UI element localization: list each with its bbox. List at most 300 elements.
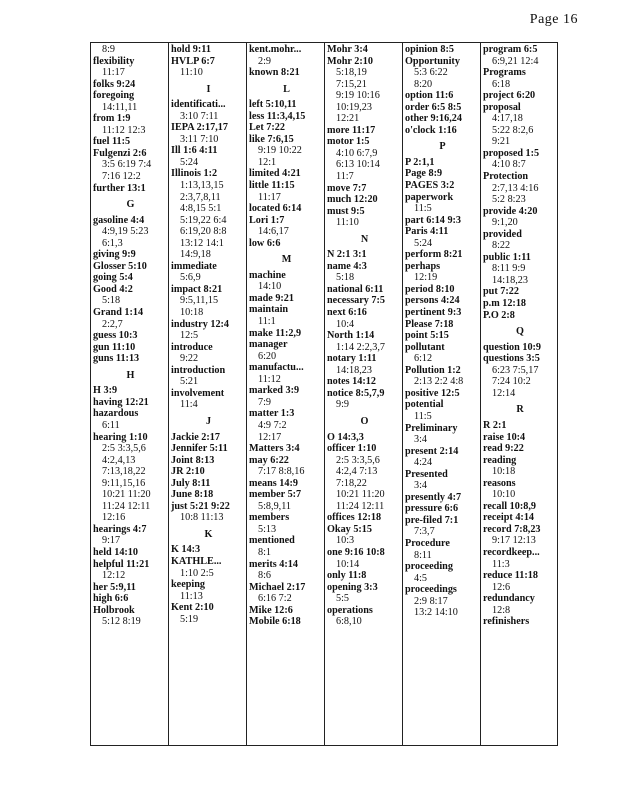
index-term: less 11:3,4,15 (249, 110, 306, 122)
index-term: notary 1:11 (327, 353, 377, 365)
index-term: located 6:14 (249, 203, 302, 215)
index-entry (483, 616, 557, 628)
index-term: perform 8:21 (405, 249, 463, 261)
page-line-refs: 10:21 11:20 (102, 489, 151, 501)
index-term: K 14:3 (171, 544, 201, 556)
index-entry (405, 90, 480, 102)
index-term: proceeding (405, 561, 453, 573)
index-entry (327, 56, 402, 125)
index-term: June 8:18 (171, 489, 214, 501)
page-line-refs: 9:19 10:16 (336, 90, 380, 102)
index-term: Mike 12:6 (249, 604, 293, 616)
index-term: Grand 1:14 (93, 307, 144, 319)
index-entry (171, 319, 246, 342)
page-line-refs: 6:23 7:5,17 (492, 364, 539, 376)
section-letter: P (439, 141, 446, 153)
index-term: keeping (171, 579, 205, 591)
index-term: P.O 2:8 (483, 309, 515, 321)
index-entry (483, 44, 557, 67)
page-line-refs: 6:20 (258, 350, 277, 362)
index-entry (249, 203, 324, 215)
index-term: little 11:15 (249, 180, 295, 192)
index-term: impact 8:21 (171, 283, 223, 295)
index-term: left 5:10,11 (249, 99, 297, 111)
index-term: proposed 1:5 (483, 147, 540, 159)
index-entry (171, 489, 246, 501)
section-letter: J (205, 415, 212, 427)
index-entry (171, 544, 246, 556)
index-entry (483, 252, 557, 287)
index-column (168, 43, 246, 745)
index-term: questions 3:5 (483, 353, 540, 365)
index-entry (171, 478, 246, 490)
index-term: involvement (171, 387, 225, 399)
index-entry (93, 408, 168, 431)
index-entry (93, 582, 168, 594)
page-line-refs: 11:10 (180, 67, 203, 79)
index-entry (93, 397, 168, 409)
page-line-refs: 14:9,18 (180, 249, 211, 261)
index-entry (249, 122, 324, 134)
section-letter: L (283, 83, 290, 95)
index-entry (405, 192, 480, 215)
page-line-refs: 8:20 (414, 78, 433, 90)
index-term: period 8:10 (405, 283, 455, 295)
page-line-refs: 5:24 (180, 156, 199, 168)
page-line-refs: 4:10 6:7,9 (336, 147, 378, 159)
index-entry (171, 99, 246, 122)
index-entry (249, 443, 324, 455)
index-entry (483, 478, 557, 501)
index-term: reduce 11:18 (483, 570, 538, 582)
page-line-refs: 3:10 7:11 (180, 110, 219, 122)
index-term: manufactu... (249, 362, 304, 374)
index-entry (405, 249, 480, 261)
index-column (402, 43, 480, 745)
index-term: refinishers (483, 616, 530, 628)
page-line-refs: 12:14 (492, 387, 516, 399)
page-line-refs: 4:24 (414, 457, 433, 469)
page-line-refs: 2:5 3:3,5,6 (336, 454, 380, 466)
index-entry (405, 365, 480, 388)
index-term: opinion 8:5 (405, 44, 454, 55)
index-entry (93, 593, 168, 605)
index-entry (171, 284, 246, 319)
index-entry (405, 423, 480, 446)
index-entry (483, 570, 557, 593)
index-entry (405, 215, 480, 227)
index-entry (171, 44, 246, 56)
page-line-refs: 5:18,19 (336, 67, 367, 79)
index-entry (327, 295, 402, 307)
index-term: Protection (483, 171, 529, 183)
index-entry (483, 455, 557, 478)
page-line-refs: 12:8 (492, 604, 511, 616)
index-entry (171, 501, 246, 524)
index-entry (93, 148, 168, 183)
index-entry (93, 284, 168, 307)
page-line-refs: 11:5 (414, 410, 432, 422)
index-term: Holbrook (93, 604, 135, 616)
index-entry (249, 616, 324, 628)
page-line-refs: 12:6 (492, 581, 511, 593)
index-term: option 11:6 (405, 90, 454, 102)
page-line-refs: 8:6 (258, 570, 272, 582)
page-line-refs: 5:3 6:22 (414, 67, 448, 79)
index-entry (249, 605, 324, 617)
index-entry (171, 466, 246, 478)
index-entry (327, 307, 402, 330)
page-line-refs: 6:13 10:14 (336, 159, 380, 171)
index-column (246, 43, 324, 745)
index-entry (93, 272, 168, 284)
index-entry (249, 408, 324, 443)
page-line-refs: 10:18 (492, 466, 516, 478)
index-term: pressure 6:6 (405, 503, 459, 515)
page-line-refs: 4:17,18 (492, 113, 523, 125)
index-entry (93, 183, 168, 195)
page-line-refs: 12:12 (102, 570, 126, 582)
index-entry (483, 512, 557, 524)
page-line-refs: 5:22 8:2,6 (492, 124, 534, 136)
index-entry (327, 547, 402, 570)
section-letter: H (126, 369, 135, 381)
index-term: O 14:3,3 (327, 431, 364, 443)
index-term: Matters 3:4 (249, 443, 300, 455)
index-entry (483, 310, 557, 322)
index-term: introduce (171, 341, 213, 353)
page-line-refs: 10:19,23 (336, 101, 372, 113)
index-entry (483, 206, 557, 229)
index-entry (405, 342, 480, 365)
index-entry (327, 524, 402, 547)
page-line-refs: 9:1,20 (492, 217, 518, 229)
index-term: industry 12:4 (171, 318, 230, 330)
index-term: Opportunity (405, 55, 460, 67)
page-line-refs: 7:17 8:8,16 (258, 466, 305, 478)
index-entry (327, 136, 402, 182)
index-entry (327, 512, 402, 524)
index-term: officer 1:10 (327, 443, 377, 455)
index-term: point 5:15 (405, 330, 449, 342)
index-entry (93, 307, 168, 330)
index-entry (483, 501, 557, 513)
index-term: further 13:1 (93, 182, 146, 194)
index-entry (327, 261, 402, 284)
index-term: Kent 2:10 (171, 602, 214, 614)
page-line-refs: 1:13,13,15 (180, 180, 224, 192)
page-line-refs: 11:12 12:3 (102, 124, 146, 136)
page-line-refs: 4:5 (414, 572, 428, 584)
index-entry (249, 339, 324, 362)
index-term: potential (405, 399, 444, 411)
index-entry (93, 342, 168, 354)
page-line-refs: 10:8 11:13 (180, 512, 224, 524)
page-line-refs: 11:4 (180, 399, 198, 411)
index-entry (249, 168, 324, 180)
page-line-refs: 14:10 (258, 281, 282, 293)
index-term: identificati... (171, 99, 226, 111)
index-entry (93, 524, 168, 547)
index-term: positive 12:5 (405, 387, 460, 399)
index-term: mentioned (249, 535, 295, 547)
index-entry (405, 44, 480, 56)
index-entry (327, 432, 402, 444)
index-term: Programs (483, 67, 526, 79)
index-entry (93, 261, 168, 273)
page-line-refs: 5:19 (180, 613, 199, 625)
index-term: her 5:9,11 (93, 581, 136, 593)
page-line-refs: 2:7,13 4:16 (492, 182, 539, 194)
index-entry (327, 570, 402, 582)
index-term: necessary 7:5 (327, 295, 385, 307)
index-entry (405, 113, 480, 125)
page-line-refs: 12:1 (258, 156, 277, 168)
index-term: maintain (249, 304, 289, 316)
page-line-refs: 7:9 (258, 396, 272, 408)
index-term: paperwork (405, 191, 454, 203)
page-line-refs: 14:6,17 (258, 226, 289, 238)
index-entry (171, 122, 246, 145)
index-term: Glosser 5:10 (93, 260, 147, 272)
index-term: matter 1:3 (249, 408, 295, 420)
index-entry (483, 353, 557, 399)
index-term: program 6:5 (483, 44, 538, 55)
index-term: proceedings (405, 584, 457, 596)
index-entry (405, 561, 480, 584)
index-entry (483, 286, 557, 298)
index-term: o'clock 1:16 (405, 124, 457, 136)
index-entry (249, 385, 324, 408)
index-entry (93, 559, 168, 582)
page-line-refs: 11:17 (258, 191, 281, 203)
index-term: part 6:14 9:3 (405, 214, 462, 226)
index-term: opening 3:3 (327, 581, 378, 593)
index-term: hearings 4:7 (93, 523, 147, 535)
page-line-refs: 6:11 (102, 419, 120, 431)
index-entry (327, 388, 402, 411)
page-line-refs: 11:24 12:11 (336, 500, 385, 512)
page-line-refs: 11:5 (414, 203, 432, 215)
page-line-refs: 8:11 9:9 (492, 263, 526, 275)
index-term: notice 8:5,7,9 (327, 387, 385, 399)
index-term: member 5:7 (249, 489, 302, 501)
index-entry (249, 489, 324, 512)
index-term: raise 10:4 (483, 431, 526, 443)
index-entry (171, 145, 246, 168)
index-term: manager (249, 339, 288, 351)
index-entry (93, 330, 168, 342)
index-term: presently 4:7 (405, 491, 462, 503)
index-term: Mohr 3:4 (327, 44, 368, 55)
index-entry (249, 238, 324, 250)
index-term: operations (327, 604, 373, 616)
page-line-refs: 3:11 7:10 (180, 133, 219, 145)
index-term: kent.mohr... (249, 44, 302, 55)
page-line-refs: 4:2,4 7:13 (336, 466, 378, 478)
page-line-refs: 6:16 7:2 (258, 593, 292, 605)
page-line-refs: 4:9 7:2 (258, 419, 287, 431)
index-entry (405, 157, 480, 169)
index-entry (483, 593, 557, 616)
page-line-refs: 4:8,15 5:1 (180, 203, 222, 215)
index-term: Illinois 1:2 (171, 168, 218, 180)
page-line-refs: 5:19,22 6:4 (180, 214, 227, 226)
page-line-refs: 10:4 (336, 318, 355, 330)
index-entry (405, 330, 480, 342)
index-entry (483, 342, 557, 354)
index-term: Presented (405, 468, 448, 480)
index-term: offices 12:18 (327, 512, 382, 524)
index-term: Mobile 6:18 (249, 616, 301, 628)
page-line-refs: 12:21 (336, 113, 360, 125)
index-entry (405, 538, 480, 561)
page-line-refs: 6:1,3 (102, 237, 123, 249)
index-term: provided (483, 228, 522, 240)
index-term: giving 9:9 (93, 249, 136, 261)
page-line-refs: 12:16 (102, 512, 126, 524)
index-entry (171, 261, 246, 284)
index-term: marked 3:9 (249, 385, 300, 397)
index-term: H 3:9 (93, 385, 118, 397)
index-term: low 6:6 (249, 237, 281, 249)
page-line-refs: 7:24 10:2 (492, 376, 531, 388)
index-term: Fulgenzi 2:6 (93, 147, 147, 159)
index-entry (249, 512, 324, 535)
index-term: pollutant (405, 341, 445, 353)
index-term: just 5:21 9:22 (171, 500, 230, 512)
index-entry (483, 67, 557, 90)
index-entry (483, 102, 557, 148)
page-line-refs: 11:1 (258, 316, 276, 328)
index-term: HVLP 6:7 (171, 55, 215, 67)
index-entry (171, 455, 246, 467)
index-entry (249, 44, 324, 67)
index-term: may 6:22 (249, 454, 289, 466)
section-letter: O (360, 415, 369, 427)
index-column (90, 43, 168, 745)
page-line-refs: 6:19,20 8:8 (180, 226, 227, 238)
page-line-refs: 6:9,21 12:4 (492, 55, 539, 67)
index-term: high 6:6 (93, 593, 129, 605)
page-line-refs: 7:16 12:2 (102, 171, 141, 183)
index-entry (93, 385, 168, 397)
index-term: hold 9:11 (171, 44, 211, 55)
index-term: name 4:3 (327, 260, 367, 272)
index-term: Michael 2:17 (249, 581, 306, 593)
page-line-refs: 4:2,4,13 (102, 454, 136, 466)
index-term: Jackie 2:17 (171, 431, 220, 443)
page-line-refs: 5:6,9 (180, 272, 201, 284)
index-term: flexibility (93, 55, 135, 67)
index-term: PAGES 3:2 (405, 180, 455, 192)
index-entry (249, 67, 324, 79)
page-line-refs: 2:3,7,8,11 (180, 191, 221, 203)
index-term: public 1:11 (483, 251, 531, 263)
page-line-refs: 10:10 (492, 489, 516, 501)
index-term: introduction (171, 364, 226, 376)
index-term: notes 14:12 (327, 376, 376, 388)
index-entry (93, 136, 168, 148)
index-term: means 14:9 (249, 477, 298, 489)
index-entry (327, 206, 402, 229)
section-letter: G (126, 199, 135, 211)
index-term: present 2:14 (405, 445, 459, 457)
index-entry (249, 99, 324, 111)
index-entry (249, 293, 324, 305)
page-line-refs: 5:18 (336, 272, 355, 284)
index-term: Pollution 1:2 (405, 364, 461, 376)
index-term: national 6:11 (327, 283, 384, 295)
index-term: persons 4:24 (405, 295, 460, 307)
index-term: gun 11:10 (93, 341, 136, 353)
index-column (480, 43, 558, 745)
page-line-refs: 5:24 (414, 237, 433, 249)
index-term: like 7:6,15 (249, 133, 294, 145)
index-term: guns 11:13 (93, 353, 140, 365)
index-entry (405, 307, 480, 319)
index-term: much 12:20 (327, 194, 378, 206)
page-line-refs: 5:12 8:19 (102, 616, 141, 628)
index-entry (483, 148, 557, 171)
index-term: hearing 1:10 (93, 431, 148, 443)
index-entry (249, 582, 324, 605)
index-term: limited 4:21 (249, 168, 301, 180)
index-term: known 8:21 (249, 67, 300, 79)
index-entry (405, 399, 480, 422)
index-term: more 11:17 (327, 124, 376, 136)
index-entry (171, 342, 246, 365)
index-term: helpful 11:21 (93, 558, 150, 570)
index-entry (249, 180, 324, 203)
page-line-refs: 2:13 2:2 4:8 (414, 376, 464, 388)
page-line-refs: 5:5 (336, 593, 350, 605)
index-term: redundancy (483, 593, 535, 605)
index-entry (93, 113, 168, 136)
index-entry (405, 226, 480, 249)
index-term: Please 7:18 (405, 318, 454, 330)
index-entry (405, 469, 480, 492)
index-entry (405, 102, 480, 114)
page-line-refs: 11:13 (180, 590, 203, 602)
index-term: immediate (171, 260, 217, 272)
index-entry (483, 298, 557, 310)
index-entry (249, 304, 324, 327)
index-term: from 1:9 (93, 113, 131, 125)
index-entry (327, 582, 402, 605)
index-term: members (249, 512, 290, 524)
index-entry (93, 605, 168, 628)
index-term: Paris 4:11 (405, 226, 449, 238)
index-term: question 10:9 (483, 341, 542, 353)
index-entry (405, 515, 480, 538)
index-entry (405, 180, 480, 192)
index-term: order 6:5 8:5 (405, 101, 462, 113)
index-entry (405, 388, 480, 400)
index-term: made 9:21 (249, 292, 294, 304)
index-term: move 7:7 (327, 182, 367, 194)
index-entry (171, 432, 246, 444)
page-line-refs: 6:8,10 (336, 616, 362, 628)
index-entry (93, 79, 168, 91)
section-letter: K (204, 528, 213, 540)
index-term: gasoline 4:4 (93, 214, 145, 226)
index-term: motor 1:5 (327, 136, 370, 148)
page-line-refs: 7:3,7 (414, 526, 435, 538)
index-entry (405, 584, 480, 619)
index-entry (327, 443, 402, 512)
page-line-refs: 9:21 (492, 136, 511, 148)
